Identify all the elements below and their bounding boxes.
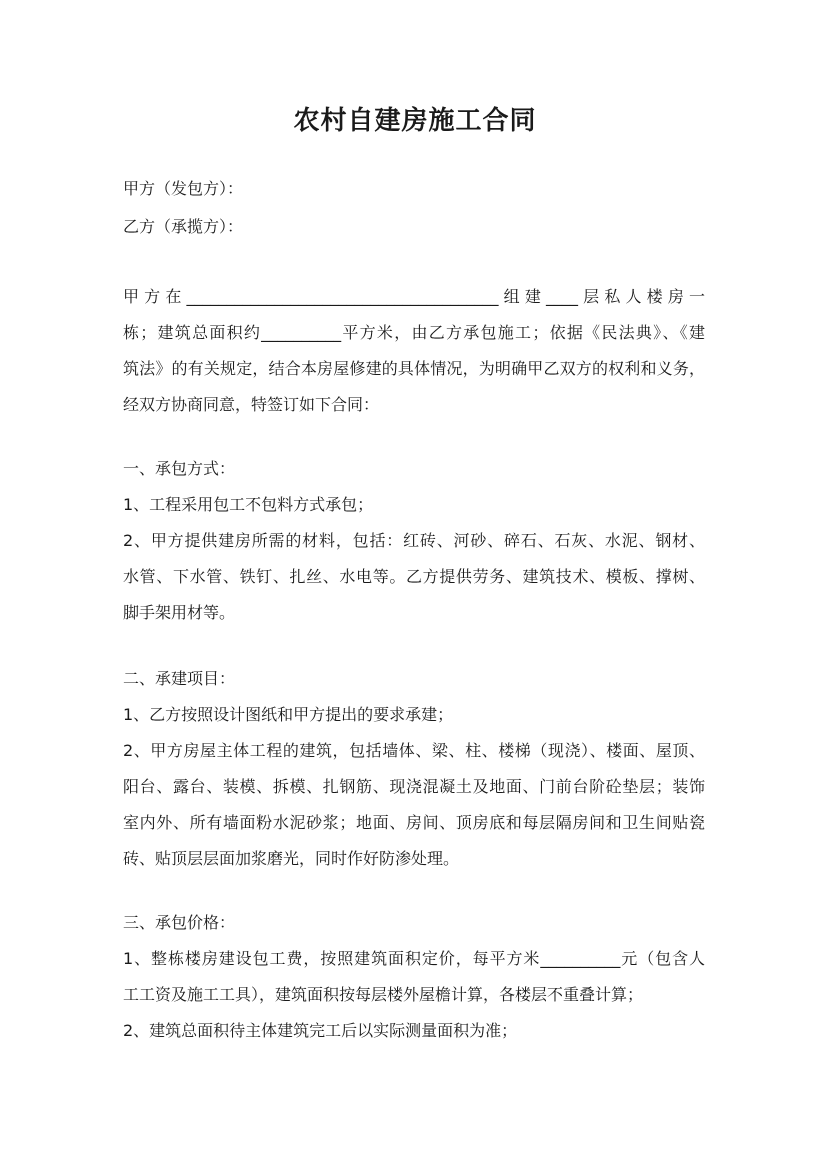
section-heading: 二、承建项目： (123, 669, 236, 688)
intro-line: 筑法》的有关规定，结合本房屋修建的具体情况，为明确甲乙双方的权利和义务， (123, 359, 705, 378)
intro-line: 栋；建筑总面积约__________平方米，由乙方承包施工；依据《民法典》、《建 (123, 323, 705, 342)
document-title: 农村自建房施工合同 (293, 106, 537, 136)
section-line: 2、建筑总面积待主体建筑完工后以实际测量面积为准； (123, 1021, 518, 1040)
section-line: 1、整栋楼房建设包工费，按照建筑面积定价，每平方米__________元（包含人 (123, 949, 705, 968)
section-line: 脚手架用材等。 (123, 603, 236, 622)
section-line: 室内外、所有墙面粉水泥砂浆；地面、房间、顶房底和每层隔房间和卫生间贴瓷 (123, 813, 705, 832)
section-heading: 三、承包价格： (123, 913, 236, 932)
party-b-label: 乙方（承揽方）： (123, 217, 244, 236)
intro-line: 甲方在_______________________________________组建____层私人楼房一 (123, 287, 705, 306)
section-line: 2、甲方提供建房所需的材料，包括：红砖、河砂、碎石、石灰、水泥、钢材、 (123, 531, 705, 550)
section-line: 工工资及施工工具），建筑面积按每层楼外屋檐计算，各楼层不重叠计算； (123, 985, 644, 1004)
party-a-label: 甲方（发包方）： (123, 179, 244, 198)
section-heading: 一、承包方式： (123, 459, 236, 478)
section-line: 2、甲方房屋主体工程的建筑，包括墙体、梁、柱、楼梯（现浇）、楼面、屋顶、 (123, 741, 705, 760)
section-line: 1、工程采用包工不包料方式承包； (123, 495, 374, 514)
section-line: 砖、贴顶层层面加浆磨光，同时作好防渗处理。 (123, 849, 460, 868)
intro-line: 经双方协商同意，特签订如下合同： (123, 395, 380, 414)
section-line: 1、乙方按照设计图纸和甲方提出的要求承建； (123, 705, 454, 724)
section-line: 阳台、露台、装模、拆模、扎钢筋、现浇混凝土及地面、门前台阶砼垫层；装饰 (123, 777, 705, 796)
section-line: 水管、下水管、铁钉、扎丝、水电等。乙方提供劳务、建筑技术、模板、撑树、 (123, 567, 705, 586)
